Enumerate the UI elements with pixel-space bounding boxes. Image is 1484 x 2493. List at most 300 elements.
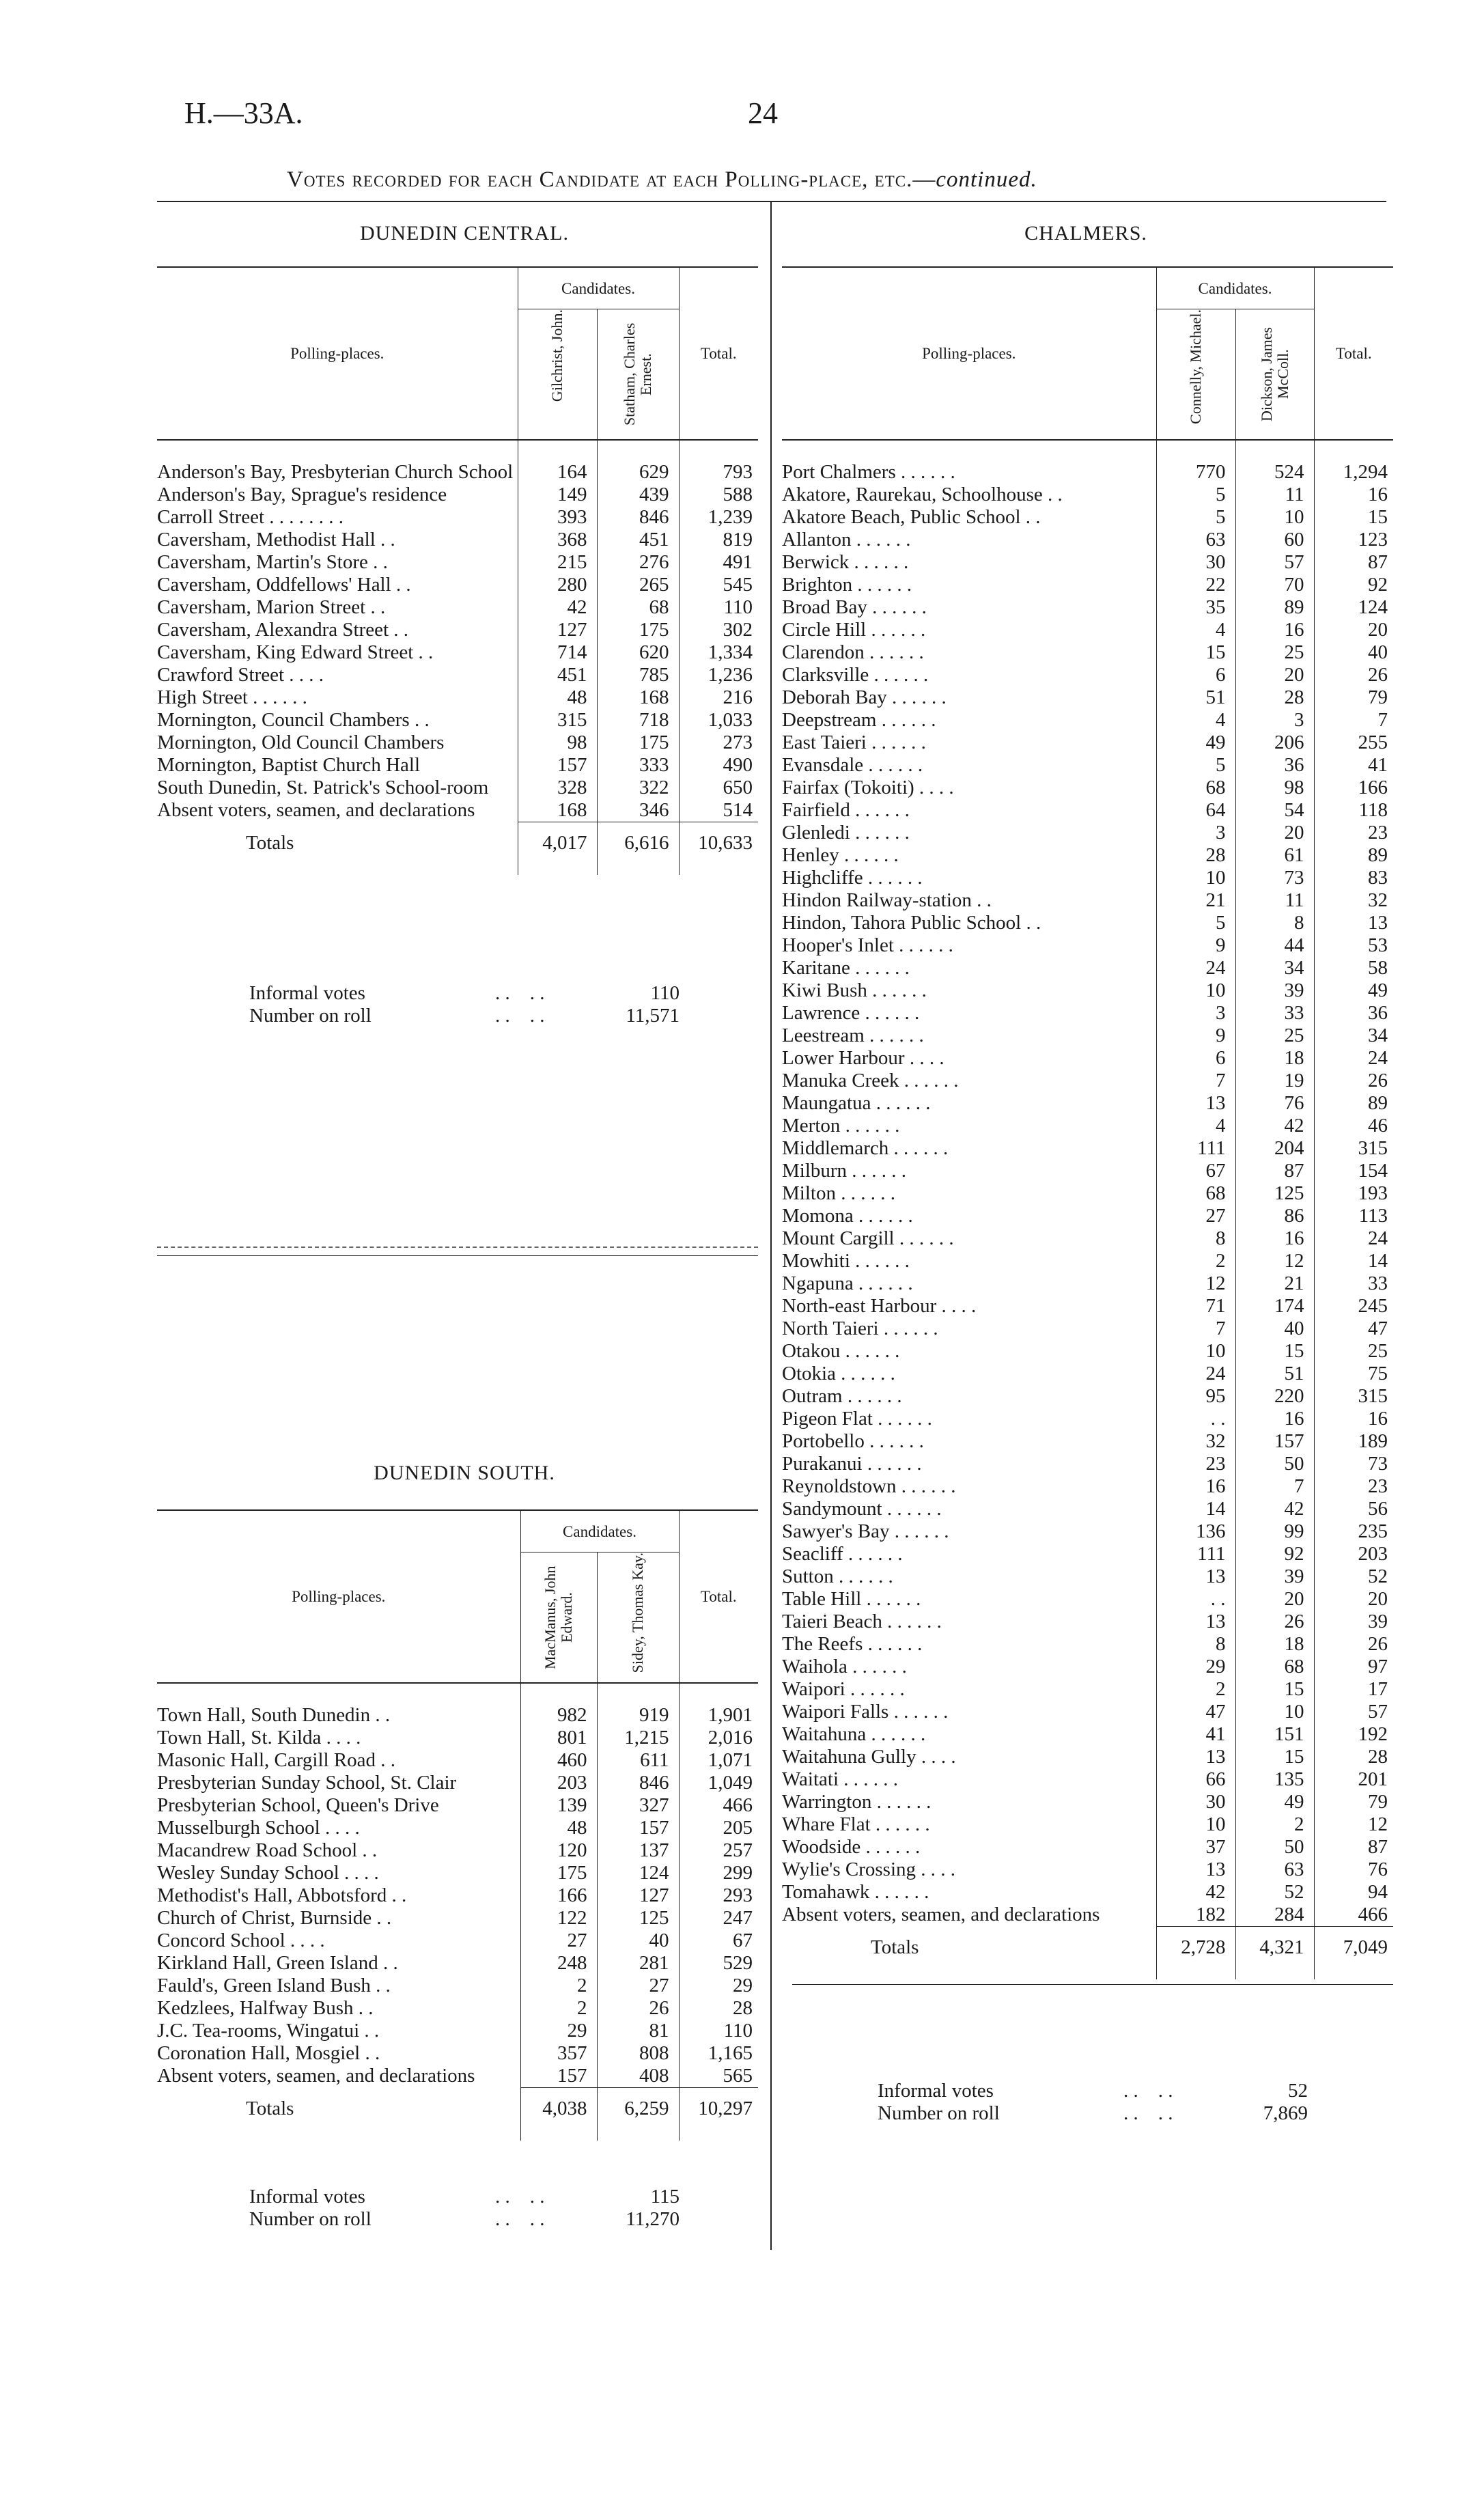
row-total: 113 xyxy=(1358,1205,1388,1227)
row-total: 189 xyxy=(1358,1430,1388,1452)
table-row xyxy=(782,1858,1393,1881)
table-row xyxy=(782,574,1393,596)
candidate-b-votes: 174 xyxy=(1235,1295,1314,1318)
number-on-roll-label: Number on roll xyxy=(878,2102,1000,2124)
row-total: 118 xyxy=(1358,799,1388,821)
polling-place: Waitati . . . . . . xyxy=(782,1768,899,1790)
polling-place: Caversham, Oddfellows' Hall . . xyxy=(157,574,411,596)
totals-label-cell xyxy=(157,2088,520,2141)
candidate-a-votes: 95 xyxy=(1156,1385,1235,1408)
spacer-row xyxy=(782,440,1393,461)
table-row xyxy=(782,799,1393,822)
leader-dots: . . . . xyxy=(495,2186,545,2208)
polling-place: Highcliffe . . . . . . xyxy=(782,867,923,889)
informal-votes-value: 52 xyxy=(1288,2080,1308,2102)
candidate-a-votes: 10 xyxy=(1156,1813,1235,1836)
polling-place: Reynoldstown . . . . . . xyxy=(782,1475,956,1497)
candidate-b-votes: 346 xyxy=(597,799,679,822)
table-row xyxy=(782,1272,1393,1295)
polling-place: Lower Harbour . . . . xyxy=(782,1047,944,1069)
row-total: 89 xyxy=(1368,1092,1388,1114)
row-total: 7 xyxy=(1377,709,1388,731)
table-row xyxy=(157,777,758,799)
candidate-a-votes: . . xyxy=(1156,1408,1235,1430)
table-row xyxy=(157,1884,758,1907)
row-total: 28 xyxy=(1368,1746,1388,1768)
table-row xyxy=(782,1385,1393,1408)
candidate-b-votes: 68 xyxy=(597,596,679,619)
candidate-b-votes: 808 xyxy=(597,2042,679,2065)
caption-main: Votes recorded for each Candidate at each Polling-place, etc.— xyxy=(287,167,936,192)
candidate-a-votes: 37 xyxy=(1156,1836,1235,1858)
polling-place: North-east Harbour . . . . xyxy=(782,1295,977,1317)
table-row xyxy=(782,1904,1393,1927)
table-row xyxy=(782,1182,1393,1205)
candidate-b-votes: 846 xyxy=(597,506,679,529)
table-row xyxy=(782,1498,1393,1520)
candidate-b-votes: 265 xyxy=(597,574,679,596)
candidate-b-votes: 49 xyxy=(1235,1791,1314,1813)
table-row xyxy=(157,619,758,641)
candidate-b-votes: 28 xyxy=(1235,686,1314,709)
candidate-a-votes: 2 xyxy=(520,1997,597,2020)
table-row xyxy=(157,1975,758,1997)
row-total: 315 xyxy=(1358,1137,1388,1159)
row-total: 49 xyxy=(1368,979,1388,1001)
candidate-b-votes: 51 xyxy=(1235,1363,1314,1385)
candidate-a-votes: 357 xyxy=(520,2042,597,2065)
row-total: 1,239 xyxy=(708,506,753,528)
totals-label-cell xyxy=(782,1927,1156,1980)
candidate-a-votes: 9 xyxy=(1156,934,1235,957)
polling-place: Karitane . . . . . . xyxy=(782,957,910,979)
row-total: 41 xyxy=(1368,754,1388,776)
candidate-header: Gilchrist, John. xyxy=(518,309,597,441)
table-row xyxy=(157,1704,758,1727)
spacer-cell xyxy=(679,1683,758,1704)
candidate-b-votes: 220 xyxy=(1235,1385,1314,1408)
candidate-header: Dickson, James McColl. xyxy=(1235,309,1314,441)
table-row xyxy=(782,1318,1393,1340)
table-row xyxy=(157,754,758,777)
row-total: 819 xyxy=(723,529,753,551)
table-row xyxy=(157,2065,758,2088)
candidate-a-votes: 13 xyxy=(1156,1746,1235,1768)
candidate-b-votes: 39 xyxy=(1235,979,1314,1002)
polling-place: Presbyterian School, Queen's Drive xyxy=(157,1794,439,1816)
table-row xyxy=(157,574,758,596)
table-row xyxy=(782,777,1393,799)
candidate-a-votes: 215 xyxy=(518,551,597,574)
candidate-b-votes: 60 xyxy=(1235,529,1314,551)
candidate-b-votes: 8 xyxy=(1235,912,1314,934)
candidate-a-votes: 368 xyxy=(518,529,597,551)
candidate-a-votes: 248 xyxy=(520,1952,597,1975)
row-total: 12 xyxy=(1368,1813,1388,1835)
table-row xyxy=(782,912,1393,934)
candidate-a-votes: 3 xyxy=(1156,822,1235,844)
spacer-cell xyxy=(679,440,758,461)
polling-place: Allanton . . . . . . xyxy=(782,529,911,551)
candidate-b-votes: 57 xyxy=(1235,551,1314,574)
polling-place: Deborah Bay . . . . . . xyxy=(782,686,947,708)
candidate-a-votes: 67 xyxy=(1156,1160,1235,1182)
row-total: 87 xyxy=(1368,551,1388,573)
candidate-a-votes: 10 xyxy=(1156,1340,1235,1363)
polling-place: Caversham, Marion Street . . xyxy=(157,596,386,618)
polling-place: Tomahawk . . . . . . xyxy=(782,1881,929,1903)
table-row xyxy=(782,1250,1393,1272)
dunedin-central-title: DUNEDIN CENTRAL. xyxy=(360,222,569,245)
row-total: 650 xyxy=(723,777,753,798)
table-row xyxy=(782,506,1393,529)
polling-place: Lawrence . . . . . . xyxy=(782,1002,920,1024)
row-total: 1,334 xyxy=(708,641,753,663)
dunedin-south-summary xyxy=(249,2186,686,2231)
row-total: 273 xyxy=(723,732,753,753)
row-total: 466 xyxy=(1358,1904,1388,1925)
candidate-b-votes: 98 xyxy=(1235,777,1314,799)
table-row xyxy=(782,1588,1393,1611)
polling-place: Merton . . . . . . xyxy=(782,1115,900,1137)
polling-place: Waitahuna Gully . . . . xyxy=(782,1746,956,1768)
candidate-a-votes: 13 xyxy=(1156,1611,1235,1633)
table-row xyxy=(782,1430,1393,1453)
candidate-b-votes: 175 xyxy=(597,619,679,641)
section-separator xyxy=(157,1246,758,1248)
table-row xyxy=(782,1115,1393,1137)
table-row xyxy=(157,484,758,506)
candidate-b-votes: 40 xyxy=(1235,1318,1314,1340)
polling-place: Absent voters, seamen, and declarations xyxy=(157,799,475,821)
leader-dots: . . . . xyxy=(1123,2080,1173,2102)
table-row xyxy=(157,1862,758,1884)
table-row xyxy=(782,1813,1393,1836)
polling-place: Fauld's, Green Island Bush . . xyxy=(157,1975,391,1996)
polling-place: Caversham, King Edward Street . . xyxy=(157,641,434,663)
candidate-b-votes: 18 xyxy=(1235,1633,1314,1656)
candidate-a-votes: 32 xyxy=(1156,1430,1235,1453)
candidate-b-votes: 54 xyxy=(1235,799,1314,822)
row-total: 23 xyxy=(1368,822,1388,844)
spacer-cell xyxy=(1235,440,1314,461)
polling-place: Waipori Falls . . . . . . xyxy=(782,1701,949,1723)
polling-place: J.C. Tea-rooms, Wingatui . . xyxy=(157,2020,380,2042)
table-row xyxy=(782,1340,1393,1363)
candidate-a-votes: 315 xyxy=(518,709,597,732)
table-row xyxy=(782,529,1393,551)
polling-place: Fairfield . . . . . . xyxy=(782,799,910,821)
table-row xyxy=(782,732,1393,754)
candidate-b-votes: 26 xyxy=(1235,1611,1314,1633)
candidate-b-votes: 20 xyxy=(1235,1588,1314,1611)
candidate-b-votes: 151 xyxy=(1235,1723,1314,1746)
candidate-b-votes: 20 xyxy=(1235,822,1314,844)
candidate-a-votes: 64 xyxy=(1156,799,1235,822)
candidate-b-votes: 10 xyxy=(1235,1701,1314,1723)
row-total: 15 xyxy=(1368,506,1388,528)
candidate-a-votes: 42 xyxy=(518,596,597,619)
dunedin-central-table xyxy=(157,266,758,875)
table-row xyxy=(782,1453,1393,1475)
candidate-a-votes: 28 xyxy=(1156,844,1235,867)
candidate-b-votes: 11 xyxy=(1235,484,1314,506)
candidate-b-votes: 3 xyxy=(1235,709,1314,732)
polling-place: Wylie's Crossing . . . . xyxy=(782,1858,956,1880)
row-total: 14 xyxy=(1368,1250,1388,1272)
table-row xyxy=(782,1791,1393,1813)
totals-row xyxy=(782,1927,1393,1980)
candidate-a-votes: 27 xyxy=(520,1930,597,1952)
row-total: 245 xyxy=(1358,1295,1388,1317)
grand-total: 7,049 xyxy=(1314,1927,1393,1980)
totals-label: Totals xyxy=(246,2097,294,2119)
row-total: 76 xyxy=(1368,1858,1388,1880)
row-total: 56 xyxy=(1368,1498,1388,1520)
candidate-b-votes: 124 xyxy=(597,1862,679,1884)
candidate-b-votes: 73 xyxy=(1235,867,1314,889)
table-row xyxy=(782,619,1393,641)
row-total: 26 xyxy=(1368,664,1388,686)
table-row xyxy=(782,1137,1393,1160)
table-row xyxy=(782,1701,1393,1723)
candidate-a-votes: 42 xyxy=(1156,1881,1235,1904)
informal-votes-label: Informal votes xyxy=(878,2080,994,2102)
candidate-b-votes: 52 xyxy=(1235,1881,1314,1904)
row-total: 58 xyxy=(1368,957,1388,979)
candidate-b-votes: 86 xyxy=(1235,1205,1314,1227)
candidate-b-votes: 718 xyxy=(597,709,679,732)
polling-place: Taieri Beach . . . . . . xyxy=(782,1611,942,1632)
polling-place: Sawyer's Bay . . . . . . xyxy=(782,1520,949,1542)
polling-place: Henley . . . . . . xyxy=(782,844,899,866)
candidate-b-votes: 63 xyxy=(1235,1858,1314,1881)
table-row xyxy=(157,1997,758,2020)
candidate-a-votes: 111 xyxy=(1156,1137,1235,1160)
row-total: 26 xyxy=(1368,1633,1388,1655)
candidate-b-votes: 68 xyxy=(1235,1656,1314,1678)
candidate-a-votes: 6 xyxy=(1156,1047,1235,1070)
row-total: 73 xyxy=(1368,1453,1388,1475)
polling-place: Purakanui . . . . . . xyxy=(782,1453,922,1475)
polling-place: Town Hall, St. Kilda . . . . xyxy=(157,1727,361,1749)
row-total: 1,071 xyxy=(708,1749,753,1771)
table-row xyxy=(157,1839,758,1862)
candidate-a-votes: 801 xyxy=(520,1727,597,1749)
candidate-a-votes: 122 xyxy=(520,1907,597,1930)
polling-place: Absent voters, seamen, and declarations xyxy=(157,2065,475,2087)
row-total: 201 xyxy=(1358,1768,1388,1790)
informal-votes-label: Informal votes xyxy=(249,2186,365,2208)
row-total: 1,294 xyxy=(1343,461,1388,483)
row-total: 1,033 xyxy=(708,709,753,731)
spacer-cell xyxy=(1156,440,1235,461)
spacer-cell xyxy=(157,1683,520,1704)
row-total: 490 xyxy=(723,754,753,776)
row-total: 1,901 xyxy=(708,1704,753,1726)
polling-place: The Reefs . . . . . . xyxy=(782,1633,923,1655)
candidate-a-votes: 48 xyxy=(518,686,597,709)
row-total: 293 xyxy=(723,1884,753,1906)
row-total: 124 xyxy=(1358,596,1388,618)
candidate-a-votes: 166 xyxy=(520,1884,597,1907)
candidate-b-votes: 16 xyxy=(1235,1408,1314,1430)
candidate-a-votes: 5 xyxy=(1156,754,1235,777)
candidate-b-votes: 25 xyxy=(1235,1025,1314,1047)
candidate-header: Sidey, Thomas Kay. xyxy=(597,1552,679,1684)
table-row xyxy=(782,596,1393,619)
candidate-b-votes: 620 xyxy=(597,641,679,664)
polling-place: Caversham, Methodist Hall . . xyxy=(157,529,395,551)
spacer-cell xyxy=(518,440,597,461)
candidate-a-votes: 13 xyxy=(1156,1565,1235,1588)
candidate-a-votes: 51 xyxy=(1156,686,1235,709)
row-total: 257 xyxy=(723,1839,753,1861)
row-total: 46 xyxy=(1368,1115,1388,1137)
candidate-a-votes: 328 xyxy=(518,777,597,799)
row-total: 588 xyxy=(723,484,753,505)
row-total: 17 xyxy=(1368,1678,1388,1700)
polling-place: Milburn . . . . . . xyxy=(782,1160,907,1182)
candidate-b-votes: 36 xyxy=(1235,754,1314,777)
candidate-a-votes: 157 xyxy=(520,2065,597,2088)
polling-place: Manuka Creek . . . . . . xyxy=(782,1070,959,1091)
polling-place: Absent voters, seamen, and declarations xyxy=(782,1904,1100,1925)
candidate-b-votes: 276 xyxy=(597,551,679,574)
candidate-a-votes: 9 xyxy=(1156,1025,1235,1047)
report-code: H.—33A. xyxy=(184,96,303,130)
table-row xyxy=(782,1475,1393,1498)
candidate-a-votes: 4 xyxy=(1156,709,1235,732)
table-row xyxy=(782,1678,1393,1701)
chalmers-title: CHALMERS. xyxy=(1024,222,1147,245)
polling-place: Momona . . . . . . xyxy=(782,1205,913,1227)
chalmers-table xyxy=(782,266,1393,1979)
candidate-a-votes: 175 xyxy=(520,1862,597,1884)
row-total: 79 xyxy=(1368,686,1388,708)
column-divider xyxy=(770,201,772,2250)
row-total: 34 xyxy=(1368,1025,1388,1046)
polling-place: Circle Hill . . . . . . xyxy=(782,619,926,641)
row-total: 247 xyxy=(723,1907,753,1929)
table-row xyxy=(157,709,758,732)
informal-votes-value: 115 xyxy=(650,2186,680,2208)
candidate-a-votes: 2 xyxy=(520,1975,597,1997)
polling-place: Methodist's Hall, Abbotsford . . xyxy=(157,1884,407,1906)
row-total: 123 xyxy=(1358,529,1388,551)
candidate-b-votes: 322 xyxy=(597,777,679,799)
row-total: 466 xyxy=(723,1794,753,1816)
polling-place: Carroll Street . . . . . . . . xyxy=(157,506,344,528)
polling-places-header: Polling-places. xyxy=(157,1510,520,1683)
dunedin-south-title: DUNEDIN SOUTH. xyxy=(374,1462,555,1484)
leader-dots: . . . . xyxy=(495,1005,545,1027)
candidate-a-votes: 8 xyxy=(1156,1633,1235,1656)
candidate-a-votes: 6 xyxy=(1156,664,1235,686)
candidate-a-votes: 66 xyxy=(1156,1768,1235,1791)
candidate-a-votes: 12 xyxy=(1156,1272,1235,1295)
candidate-b-votes: 157 xyxy=(597,1817,679,1839)
total-header: Total. xyxy=(1314,267,1393,440)
table-row xyxy=(157,1772,758,1794)
polling-place: Presbyterian Sunday School, St. Clair xyxy=(157,1772,457,1794)
candidate-a-votes: 139 xyxy=(520,1794,597,1817)
totals-label: Totals xyxy=(246,831,294,854)
page-number: 24 xyxy=(748,96,778,130)
polling-place: Kiwi Bush . . . . . . xyxy=(782,979,927,1001)
spacer-cell xyxy=(520,1683,597,1704)
totals-label: Totals xyxy=(871,1936,919,1958)
candidate-a-votes: 71 xyxy=(1156,1295,1235,1318)
candidate-b-votes: 785 xyxy=(597,664,679,686)
table-row xyxy=(157,596,758,619)
candidate-b-votes: 20 xyxy=(1235,664,1314,686)
row-total: 529 xyxy=(723,1952,753,1974)
candidate-a-votes: 15 xyxy=(1156,641,1235,664)
candidate-a-total: 4,038 xyxy=(520,2088,597,2141)
candidate-a-total: 2,728 xyxy=(1156,1927,1235,1980)
grand-total: 10,633 xyxy=(679,822,758,876)
candidate-b-votes: 333 xyxy=(597,754,679,777)
table-row xyxy=(157,686,758,709)
table-row xyxy=(157,732,758,754)
table-row xyxy=(782,1836,1393,1858)
candidate-b-votes: 21 xyxy=(1235,1272,1314,1295)
row-total: 193 xyxy=(1358,1182,1388,1204)
table-row xyxy=(157,551,758,574)
candidate-a-votes: 41 xyxy=(1156,1723,1235,1746)
table-row xyxy=(782,461,1393,484)
candidate-a-votes: 714 xyxy=(518,641,597,664)
candidate-b-votes: 42 xyxy=(1235,1115,1314,1137)
row-total: 565 xyxy=(723,2065,753,2087)
table-row xyxy=(157,461,758,484)
candidate-b-votes: 27 xyxy=(597,1975,679,1997)
row-total: 36 xyxy=(1368,1002,1388,1024)
table-row xyxy=(782,1543,1393,1565)
candidate-b-votes: 18 xyxy=(1235,1047,1314,1070)
candidate-b-votes: 15 xyxy=(1235,1340,1314,1363)
candidate-a-votes: 136 xyxy=(1156,1520,1235,1543)
row-total: 793 xyxy=(723,461,753,483)
candidate-b-votes: 175 xyxy=(597,732,679,754)
table-row xyxy=(782,709,1393,732)
row-total: 299 xyxy=(723,1862,753,1884)
row-total: 83 xyxy=(1368,867,1388,889)
polling-place: Kirkland Hall, Green Island . . xyxy=(157,1952,398,1974)
row-total: 47 xyxy=(1368,1318,1388,1339)
table-row xyxy=(782,1025,1393,1047)
row-total: 23 xyxy=(1368,1475,1388,1497)
row-total: 40 xyxy=(1368,641,1388,663)
row-total: 192 xyxy=(1358,1723,1388,1745)
row-total: 255 xyxy=(1358,732,1388,753)
total-header: Total. xyxy=(679,267,758,440)
candidate-a-votes: 24 xyxy=(1156,1363,1235,1385)
candidate-b-votes: 284 xyxy=(1235,1904,1314,1927)
candidate-b-votes: 15 xyxy=(1235,1746,1314,1768)
candidate-a-votes: 7 xyxy=(1156,1070,1235,1092)
row-total: 79 xyxy=(1368,1791,1388,1813)
spacer-row xyxy=(157,440,758,461)
candidate-b-votes: 125 xyxy=(597,1907,679,1930)
candidate-a-votes: 164 xyxy=(518,461,597,484)
candidate-b-votes: 2 xyxy=(1235,1813,1314,1836)
row-total: 1,236 xyxy=(708,664,753,686)
dunedin-south-table xyxy=(157,1509,758,2141)
page-caption xyxy=(287,167,1298,193)
table-row xyxy=(157,529,758,551)
